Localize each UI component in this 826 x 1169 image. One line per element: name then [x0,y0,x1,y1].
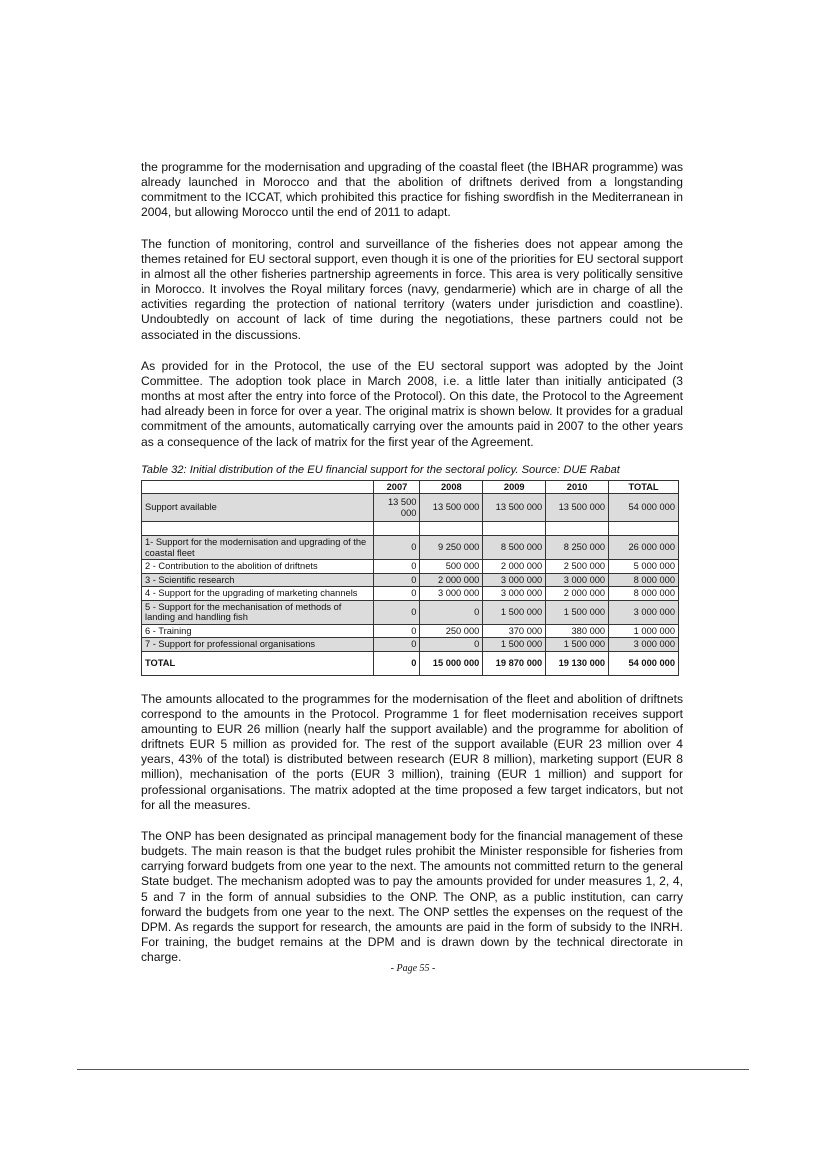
cell-value: 8 500 000 [483,536,546,560]
cell-value: 3 000 000 [609,600,679,624]
table-row [142,638,679,652]
row-label: 4 - Support for the upgrading of marketing channels [142,587,374,601]
header-cell: 2008 [420,480,483,494]
table-row-empty [142,522,679,536]
cell-value: 5 000 000 [609,560,679,574]
table-row [142,624,679,638]
cell-value: 370 000 [483,624,546,638]
paragraph-3: As provided for in the Protocol, the use of the EU sectoral support was adopted by the Joint Committee. The adoption took place in March 2008, i.e. a little later than initially anticipated (3 months at most after the entry into force of the Protocol). On this date, the Protocol to the Agreement had already been in force for over a year. The original matrix is shown below. It provides for a gradual commitment of the amounts, automatically carrying over the amounts paid in 2007 to the other years as a consequence of the lack of matrix for the first year of the Agreement. [141,358,683,449]
table-header-row [142,480,679,494]
table-row [142,536,679,560]
row-label: 3 - Scientific research [142,573,374,587]
cell-value: 3 000 000 [420,587,483,601]
cell-value: 2 000 000 [420,573,483,587]
cell-value: 8 000 000 [609,587,679,601]
row-label: 7 - Support for professional organisations [142,638,374,652]
cell-value: 380 000 [546,624,609,638]
bottom-rule [77,1069,749,1070]
cell-value: 8 000 000 [609,573,679,587]
distribution-table [141,480,679,676]
row-label: 6 - Training [142,624,374,638]
cell-value: 19 130 000 [546,651,609,675]
cell-value: 1 500 000 [546,600,609,624]
cell-value: 2 000 000 [483,560,546,574]
cell-value: 13 500 000 [374,494,420,522]
cell-value: 3 000 000 [546,573,609,587]
cell-value: 1 000 000 [609,624,679,638]
cell-value: 0 [420,638,483,652]
paragraph-1: the programme for the modernisation and upgrading of the coastal fleet (the IBHAR programme) was already launched in Morocco and that the abolition of driftnets derived from a longstanding commitment to the ICCAT, which prohibited this practice for fishing swordfish in the Mediterranean in 2004, but allowing Morocco until the end of 2011 to adapt. [141,160,683,220]
cell-value: 0 [374,560,420,574]
row-label: 2 - Contribution to the abolition of driftnets [142,560,374,574]
row-label: TOTAL [142,651,374,675]
table-row-support [142,494,679,522]
cell-value: 13 500 000 [546,494,609,522]
paragraph-2: The function of monitoring, control and surveillance of the fisheries does not appear among the themes retained for EU sectoral support, even though it is one of the priorities for EU sectoral support in almost all the other fisheries partnership agreements in force. This area is very politically sensitive in Morocco. It involves the Royal military forces (navy, gendarmerie) which are in charge of all the activities regarding the protection of national territory (waters under jurisdiction and coastline). Undoubtedly on account of lack of time during the negotiations, these partners could not be associated in the discussions. [141,236,683,342]
table-row [142,573,679,587]
cell-value: 2 000 000 [546,587,609,601]
cell-value: 54 000 000 [609,651,679,675]
cell-value: 26 000 000 [609,536,679,560]
cell-value: 1 500 000 [546,638,609,652]
cell-value: 19 870 000 [483,651,546,675]
header-cell: 2007 [374,480,420,494]
row-label: 5 - Support for the mechanisation of methods of landing and handling fish [142,600,374,624]
cell-value: 500 000 [420,560,483,574]
table-row [142,560,679,574]
cell-value: 3 000 000 [483,587,546,601]
cell-value: 0 [420,600,483,624]
cell-value: 1 500 000 [483,600,546,624]
cell-value: 0 [374,573,420,587]
page-number: - Page 55 - [390,963,436,974]
header-cell: 2009 [483,480,546,494]
cell-value: 9 250 000 [420,536,483,560]
cell-value: 0 [374,624,420,638]
header-cell: 2010 [546,480,609,494]
paragraph-5: The ONP has been designated as principal management body for the financial management of these budgets. The main reason is that the budget rules prohibit the Minister responsible for fisheries from carrying forward budgets from one year to the next. The amounts not committed return to the general State budget. The mechanism adopted was to pay the amounts provided for under measures 1, 2, 4, 5 and 7 in the form of annual subsidies to the ONP. The ONP, as a public institution, can carry forward the budgets from one year to the next. The ONP settles the expenses on the request of the DPM. As regards the support for research, the amounts are paid in the form of subsidy to the INRH. For training, the budget remains at the DPM and is drawn down by the technical directorate in charge. [141,828,683,965]
cell-value: 54 000 000 [609,494,679,522]
cell-value: 0 [374,651,420,675]
table-row [142,587,679,601]
cell-value: 1 500 000 [483,638,546,652]
cell-value: 0 [374,536,420,560]
cell-value: 8 250 000 [546,536,609,560]
cell-value: 13 500 000 [420,494,483,522]
cell-value: 3 000 000 [609,638,679,652]
cell-value: 13 500 000 [483,494,546,522]
header-cell: TOTAL [609,480,679,494]
paragraph-4: The amounts allocated to the programmes for the modernisation of the fleet and abolition of driftnets correspond to the amounts in the Protocol. Programme 1 for fleet modernisation receives support amounting to EUR 26 million (nearly half the support available) and the programme for abolition of driftnets EUR 5 million as provided for. The rest of the support available (EUR 23 million over 4 years, 43% of the total) is distributed between research (EUR 8 million), marketing support (EUR 8 million), mechanisation of the ports (EUR 3 million), training (EUR 1 million) and support for professional organisations. The matrix adopted at the time proposed a few target indicators, but not for all the measures. [141,691,683,812]
cell-value: 0 [374,600,420,624]
table-caption: Table 32: Initial distribution of the EU financial support for the sectoral policy. Source: DUE Rabat [141,463,620,476]
cell-value: 15 000 000 [420,651,483,675]
table-row-total [142,651,679,675]
cell-value: 0 [374,587,420,601]
cell-value: 2 500 000 [546,560,609,574]
cell-value: 250 000 [420,624,483,638]
row-label: Support available [142,494,374,522]
cell-value: 3 000 000 [483,573,546,587]
page-content [141,160,683,965]
header-cell [142,480,374,494]
row-label: 1- Support for the modernisation and upgrading of the coastal fleet [142,536,374,560]
cell-value: 0 [374,638,420,652]
table-row [142,600,679,624]
